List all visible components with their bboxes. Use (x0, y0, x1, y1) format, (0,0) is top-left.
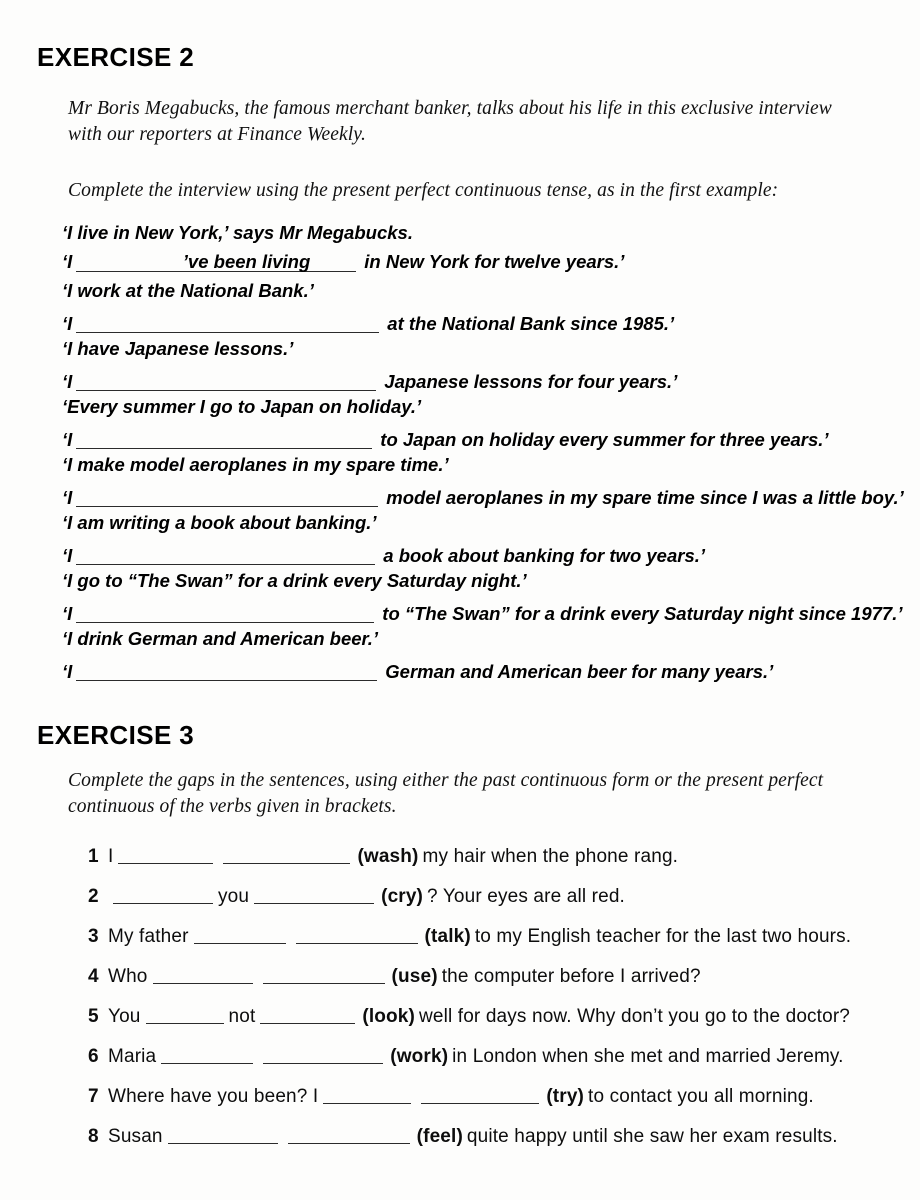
item-post-text: ? Your eyes are all red. (427, 886, 625, 907)
interview-answer-row (62, 309, 674, 335)
answer-tail: in New York for twelve years.’ (364, 251, 625, 272)
item-post-text: to contact you all morning. (588, 1086, 814, 1107)
interview-answer-row (62, 541, 705, 567)
verb-prompt: (feel) (416, 1126, 463, 1147)
list-item (88, 1123, 838, 1148)
item-number: 8 (88, 1126, 99, 1147)
item-post-text: the computer before I arrived? (441, 966, 701, 987)
interview-answer-row (62, 251, 624, 273)
answer-lead: ‘I (62, 371, 73, 392)
answer-lead: ‘I (62, 487, 73, 508)
item-number: 7 (88, 1086, 99, 1107)
item-pre-text: Maria (108, 1046, 157, 1067)
answer-lead: ‘I (62, 251, 73, 272)
item-number: 3 (88, 926, 99, 947)
answer-tail: model aeroplanes in my spare time since I was a little boy.’ (386, 487, 904, 508)
item-number: 2 (88, 886, 99, 907)
verb-prompt: (wash) (357, 846, 419, 867)
exercise-3-heading: EXERCISE 3 (37, 720, 195, 750)
answer-blank[interactable] (76, 428, 372, 449)
answer-blank[interactable]: ’ve been living (76, 251, 356, 272)
item-mid-text: not (228, 1006, 256, 1027)
interview-answer-row (62, 657, 773, 683)
answer-blank-1[interactable] (118, 845, 213, 864)
interview-answer-row (62, 599, 903, 625)
answer-lead: ‘I (62, 313, 73, 334)
answer-blank[interactable] (76, 544, 375, 565)
answer-blank-1[interactable] (153, 965, 253, 984)
exercise-2-task-text: Complete the interview using the present perfect continuous tense, as in the first example: (68, 180, 779, 201)
item-mid-text: you (218, 886, 250, 907)
answer-blank-2[interactable] (223, 845, 350, 864)
interview-quote: ‘I work at the National Bank.’ (62, 280, 314, 301)
interview-quote: ‘I live in New York,’ says Mr Megabucks. (62, 222, 413, 243)
answer-blank-2[interactable] (254, 885, 374, 904)
answer-blank[interactable] (76, 370, 376, 391)
list-item (88, 1003, 850, 1028)
item-post-text: in London when she met and married Jeremy. (452, 1046, 844, 1067)
answer-blank-2[interactable] (296, 925, 418, 944)
list-item (88, 843, 678, 868)
interview-quote: ‘Every summer I go to Japan on holiday.’ (62, 396, 422, 417)
item-pre-text: Who (108, 966, 148, 987)
verb-prompt: (use) (391, 966, 438, 987)
answer-blank-2[interactable] (263, 1045, 383, 1064)
item-number: 1 (88, 846, 99, 867)
list-item (88, 883, 625, 908)
item-post-text: my hair when the phone rang. (422, 846, 679, 867)
verb-prompt: (talk) (424, 926, 471, 947)
list-item (88, 963, 701, 988)
answer-blank-1[interactable] (113, 885, 213, 904)
verb-prompt: (cry) (381, 886, 424, 907)
item-number: 5 (88, 1006, 99, 1027)
verb-prompt: (look) (362, 1006, 416, 1027)
answer-blank[interactable] (76, 660, 377, 681)
exercise-2-intro-text: Mr Boris Megabucks, the famous merchant banker, talks about his life in this exclusive interview with our reporters at Finance Weekly. (68, 98, 832, 145)
answer-blank-2[interactable] (421, 1085, 539, 1104)
item-pre-text: My father (108, 926, 189, 947)
answer-blank[interactable] (76, 312, 379, 333)
answer-blank-2[interactable] (288, 1125, 410, 1144)
answer-blank[interactable] (76, 486, 378, 507)
answer-blank-2[interactable] (263, 965, 385, 984)
item-post-text: well for days now. Why don’t you go to the doctor? (419, 1006, 851, 1027)
interview-quote: ‘I go to “The Swan” for a drink every Saturday night.’ (62, 570, 527, 591)
answer-tail: Japanese lessons for four years.’ (384, 371, 678, 392)
interview-answer-row (62, 367, 677, 393)
answer-blank-1[interactable] (323, 1085, 411, 1104)
interview-quote: ‘I make model aeroplanes in my spare time.’ (62, 454, 449, 475)
answer-blank-1[interactable] (168, 1125, 278, 1144)
answer-blank-1[interactable] (161, 1045, 253, 1064)
answer-tail: at the National Bank since 1985.’ (387, 313, 675, 334)
verb-prompt: (try) (546, 1086, 585, 1107)
interview-answer-row (62, 483, 904, 509)
answer-tail: a book about banking for two years.’ (383, 545, 706, 566)
list-item (88, 1083, 814, 1108)
interview-quote: ‘I have Japanese lessons.’ (62, 338, 294, 359)
answer-lead: ‘I (62, 429, 73, 450)
answer-lead: ‘I (62, 545, 73, 566)
item-post-text: to my English teacher for the last two hours. (474, 926, 852, 947)
interview-quote: ‘I am writing a book about banking.’ (62, 512, 377, 533)
answer-blank-2[interactable] (260, 1005, 355, 1024)
item-pre-text: Where have you been? I (108, 1086, 319, 1107)
verb-prompt: (work) (390, 1046, 449, 1067)
exercise-3-task-text: Complete the gaps in the sentences, using either the past continuous form or the present perfect continuous of the verbs given in brackets. (68, 770, 824, 817)
list-item (88, 1043, 844, 1068)
item-number: 4 (88, 966, 99, 987)
answer-blank-1[interactable] (194, 925, 286, 944)
answer-tail: German and American beer for many years.’ (385, 661, 774, 682)
answer-lead: ‘I (62, 661, 73, 682)
interview-quote: ‘I drink German and American beer.’ (62, 628, 378, 649)
answer-blank-1[interactable] (146, 1005, 224, 1024)
item-pre-text: Susan (108, 1126, 163, 1147)
exercise-2-heading: EXERCISE 2 (37, 42, 195, 72)
answer-lead: ‘I (62, 603, 73, 624)
item-pre-text: I (108, 846, 114, 867)
answer-tail: to “The Swan” for a drink every Saturday night since 1977.’ (382, 603, 903, 624)
item-pre-text: You (108, 1006, 141, 1027)
interview-answer-row (62, 425, 829, 451)
answer-blank[interactable] (76, 602, 374, 623)
list-item (88, 923, 851, 948)
item-number: 6 (88, 1046, 99, 1067)
item-post-text: quite happy until she saw her exam results. (466, 1126, 838, 1147)
answer-tail: to Japan on holiday every summer for three years.’ (380, 429, 829, 450)
